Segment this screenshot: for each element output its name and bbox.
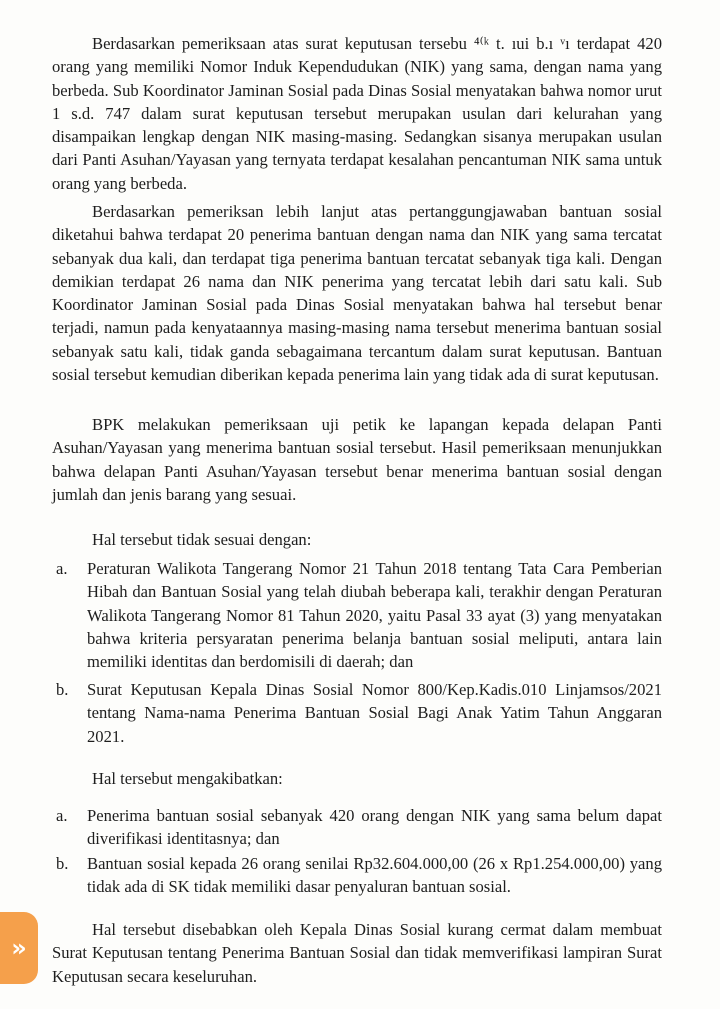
list-marker: b.: [56, 854, 69, 873]
paragraph-cause: Hal tersebut disebabkan oleh Kepala Dinas Sosial kurang cermat dalam membuat Surat Keputusan tentang Penerima Bantuan Sosial dan tidak memverifikasi lampiran Surat Keputusan secara keseluruhan.: [52, 920, 662, 986]
paragraph-1: Berdasarkan pemeriksaan atas surat keputusan tersebu ⁴⁽ᵏ t. ıui b.ı ᵛı terdapat 420 orang yang memiliki Nomor Induk Kependudukan (NIK) yang sama, dengan nama yang berbeda. Sub Koordinator Jaminan Sosial pada Dinas Sosial menyatakan bahwa nomor urut 1 s.d. 747 dalam surat keputusan tersebut merupakan usulan dari kelurahan yang disampaikan lengkap dengan NIK masing-masing. Sedangkan sisanya merupakan usulan dari Panti Asuhan/Yayasan yang ternyata terdapat kesalahan pencantuman NIK sama untuk orang yang berbeda.: [52, 34, 662, 193]
list-item-text: Penerima bantuan sosial sebanyak 420 orang dengan NIK yang sama belum dapat diverifikasi identitasnya; dan: [87, 806, 662, 849]
list-item-text: Surat Keputusan Kepala Dinas Sosial Nomor 800/Kep.Kadis.010 Linjamsos/2021 tentang Nama-nama Penerima Bantuan Sosial Bagi Anak Yatim Tahun Anggaran 2021.: [87, 680, 662, 746]
list-item: [52, 804, 662, 851]
list-item: [52, 678, 662, 748]
list-marker: a.: [56, 559, 68, 578]
list-item-text: Peraturan Walikota Tangerang Nomor 21 Tahun 2018 tentang Tata Cara Pemberian Hibah dan Bantuan Sosial yang telah diubah beberapa kali, terakhir dengan Peraturan Walikota Tangerang Nomor 81 Tahun 2020, yaitu Pasal 33 ayat (3) yang menyatakan bahwa kriteria persyaratan penerima belanja bantuan sosial meliputi, antara lain memiliki identitas dan berdomisili di daerah; dan: [87, 559, 662, 672]
list-item: [52, 852, 662, 899]
list-item-text: Bantuan sosial kepada 26 orang senilai Rp32.604.000,00 (26 x Rp1.254.000,00) yang tidak ada di SK tidak memiliki dasar penyaluran bantuan sosial.: [87, 854, 662, 897]
paragraph-2: Berdasarkan pemeriksan lebih lanjut atas pertanggungjawaban bantuan sosial diketahui bahwa terdapat 20 penerima bantuan dengan nama dan NIK yang sama tercatat sebanyak dua kali, dan terdapat tiga penerima bantuan tercatat sebanyak tiga kali. Dengan demikian terdapat 26 nama dan NIK penerima yang tercatat lebih dari satu kali. Sub Koordinator Jaminan Sosial pada Dinas Sosial menyatakan bahwa hal tersebut benar terjadi, namun pada kenyataannya masing-masing nama tersebut menerima bantuan sosial sebanyak satu kali, tidak ganda sebagaimana tercantum dalam surat keputusan. Bantuan sosial tersebut kemudian diberikan kepada penerima lain yang tidak ada di surat keputusan.: [52, 202, 662, 385]
list-item: [52, 557, 662, 673]
double-chevron-right-icon: »: [11, 934, 27, 962]
paragraph-3: BPK melakukan pemeriksaan uji petik ke lapangan kepada delapan Panti Asuhan/Yayasan yang menerima bantuan sosial tersebut. Hasil pemeriksaan menunjukkan bahwa delapan Panti Asuhan/Yayasan tersebut benar menerima bantuan sosial dengan jumlah dan jenis barang yang sesuai.: [52, 415, 662, 504]
next-page-button[interactable]: [0, 912, 38, 984]
list-marker: a.: [56, 806, 68, 825]
list-marker: b.: [56, 680, 69, 699]
section-lead-noncompliance: Hal tersebut tidak sesuai dengan:: [92, 530, 312, 549]
section-lead-consequence: Hal tersebut mengakibatkan:: [92, 769, 283, 788]
